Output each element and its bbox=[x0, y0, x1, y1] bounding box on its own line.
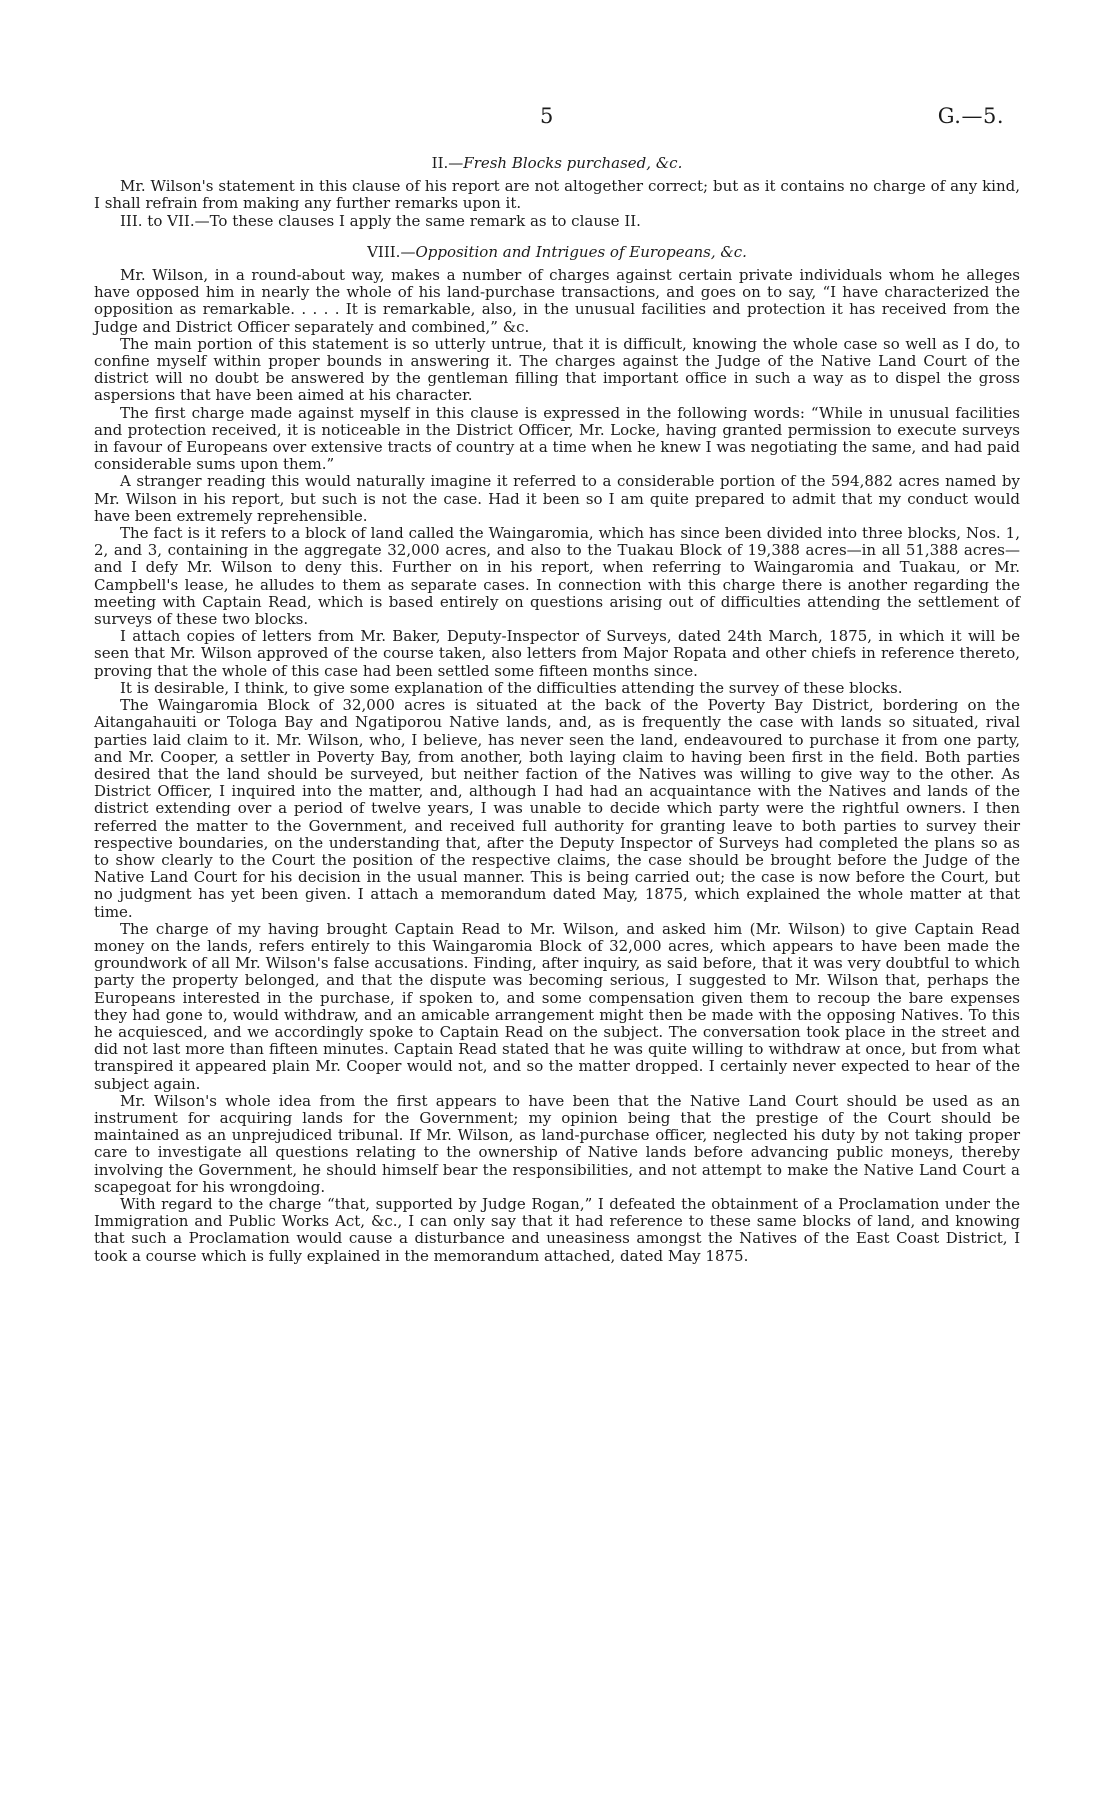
page-number: 5 bbox=[540, 104, 554, 128]
section-title: Fresh Blocks purchased, &c. bbox=[463, 154, 683, 172]
section-heading-viii bbox=[94, 244, 1020, 261]
paragraph: III. to VII.—To these clauses I apply the same remark as to clause II. bbox=[120, 211, 641, 230]
paragraph: Mr. Wilson's statement in this clause of his report are not altogether correct; but as it contains no charge of any kind, I shall refrain from making any further remarks upon it. bbox=[94, 177, 1020, 213]
section-numeral: II.— bbox=[431, 154, 464, 172]
document-body bbox=[94, 155, 1020, 1265]
paragraph: The main portion of this statement is so utterly untrue, that it is difficult, knowing the whole case so well as I do, to confine myself within proper bounds in answering it. The charges against the Judge of the Native Land Court of the district will no doubt be answered by the gentleman filling that important office in such a way as to dispel the gross aspersions that have been aimed at his character. bbox=[94, 334, 1020, 405]
paragraph: Mr. Wilson's whole idea from the first appears to have been that the Native Land Court should be used as an instrument for acquiring lands for the Government; my opinion being that the prestige of the Court should be maintained as an unprejudiced tribunal. If Mr. Wilson, as land-purchase officer, neglected his duty by not taking proper care to investigate all questions relating to the ownership of Native lands before advancing public moneys, thereby involving the Government, he should himself bear the responsibilities, and not attempt to make the Native Land Court a scapegoat for his wrongdoing. bbox=[94, 1091, 1020, 1196]
paragraph: It is desirable, I think, to give some explanation of the difficulties attending the survey of these blocks. bbox=[120, 678, 903, 697]
section-title: Opposition and Intrigues of Europeans, &c. bbox=[415, 242, 747, 261]
paragraph: The charge of my having brought Captain Read to Mr. Wilson, and asked him (Mr. Wilson) to give Captain Read money on the lands, refers entirely to this Waingaromia Block of 32,000 acres, which appears to have been made the groundwork of all Mr. Wilson's false accusations. Finding, after inquiry, as said before, that it was very doubtful to which party the property belonged, and that the dispute was becoming serious, I suggested to Mr. Wilson that, perhaps the Europeans interested in the purchase, if spoken to, and some compensation given them to recoup the bare expenses they had gone to, would withdraw, and an amicable arrangement might then be made with the opposing Natives. To this he acquiesced, and we accordingly spoke to Captain Read on the subject. The conversation took place in the street and did not last more than fifteen minutes. Captain Read stated that he was quite willing to withdraw at once, but from what transpired it appeared plain Mr. Cooper would not, and so the matter dropped. I certainly never expected to hear of the subject again. bbox=[94, 919, 1020, 1093]
paragraph: I attach copies of letters from Mr. Baker, Deputy-Inspector of Surveys, dated 24th March, 1875, in which it will be seen that Mr. Wilson approved of the course taken, also letters from Major Ropata and other chiefs in reference thereto, proving that the whole of this case had been settled some fifteen months since. bbox=[94, 627, 1020, 680]
document-reference: G.—5. bbox=[937, 104, 1004, 128]
paragraph: The fact is it refers to a block of land called the Waingaromia, which has since been divided into three blocks, Nos. 1, 2, and 3, containing in the aggregate 32,000 acres, and also to the Tuakau Block of 19,388 acres—in all 51,388 acres—and I defy Mr. Wilson to deny this. Further on in his report, when referring to Waingaromia and Tuakau, or Mr. Campbell's lease, he alludes to them as separate cases. In connection with this charge there is another regarding the meeting with Captain Read, which is based entirely on questions arising out of difficulties attending the settlement of surveys of these two blocks. bbox=[94, 524, 1020, 629]
paragraph: With regard to the charge “that, supported by Judge Rogan,” I defeated the obtainment of a Proclamation under the Immigration and Public Works Act, &c., I can only say that it had reference to these same blocks of land, and knowing that such a Proclamation would cause a disturbance and uneasiness amongst the Natives of the East Coast District, I took a course which is fully explained in the memorandum attached, dated May 1875. bbox=[94, 1194, 1020, 1265]
paragraph: The Waingaromia Block of 32,000 acres is situated at the back of the Poverty Bay District, bordering on the Aitangahauiti or Tologa Bay and Ngatiporou Native lands, and, as is frequently the case with lands so situated, rival parties laid claim to it. Mr. Wilson, who, I believe, has never seen the land, endeavoured to purchase it from one party, and Mr. Cooper, a settler in Poverty Bay, from another, both laying claim to having been first in the field. Both parties desired that the land should be surveyed, but neither faction of the Natives was willing to give way to the other. As District Officer, I inquired into the matter, and, although I had had an acquaintance with the Natives and lands of the district extending over a period of twelve years, I was unable to decide which party were the rightful owners. I then referred the matter to the Government, and received full authority for granting leave to both parties to survey their respective boundaries, on the understanding that, after the Deputy Inspector of Surveys had completed the plans so as to show clearly to the Court the position of the respective claims, the case should be brought before the Judge of the Native Land Court for his decision in the usual manner. This is being carried out; the case is now before the Court, but no judgment has yet been given. I attach a memorandum dated May, 1875, which explained the whole matter at that time. bbox=[94, 696, 1020, 921]
paragraph: Mr. Wilson, in a round-about way, makes a number of charges against certain private individuals whom he alleges have opposed him in nearly the whole of his land-purchase transactions, and goes on to say, “I have characterized the opposition as remarkable. . . . . It is remarkable, also, in the unusual facilities and protection it has received from the Judge and District Officer separately and combined,” &c. bbox=[94, 266, 1020, 336]
section-numeral: VIII.— bbox=[367, 242, 416, 261]
section-heading-ii bbox=[94, 155, 1020, 172]
paragraph: The first charge made against myself in this clause is expressed in the following words: “While in unusual facilities and protection received, it is noticeable in the District Officer, Mr. Locke, having granted permission to execute surveys in favour of Europeans over extensive tracts of country at a time when he knew I was negotiating the same, and had paid considerable sums upon them.” bbox=[94, 403, 1020, 474]
page-header bbox=[0, 104, 1114, 134]
paragraph: A stranger reading this would naturally imagine it referred to a considerable portion of the 594,882 acres named by Mr. Wilson in his report, but such is not the case. Had it been so I am quite prepared to admit that my conduct would have been extremely reprehensible. bbox=[94, 472, 1020, 525]
